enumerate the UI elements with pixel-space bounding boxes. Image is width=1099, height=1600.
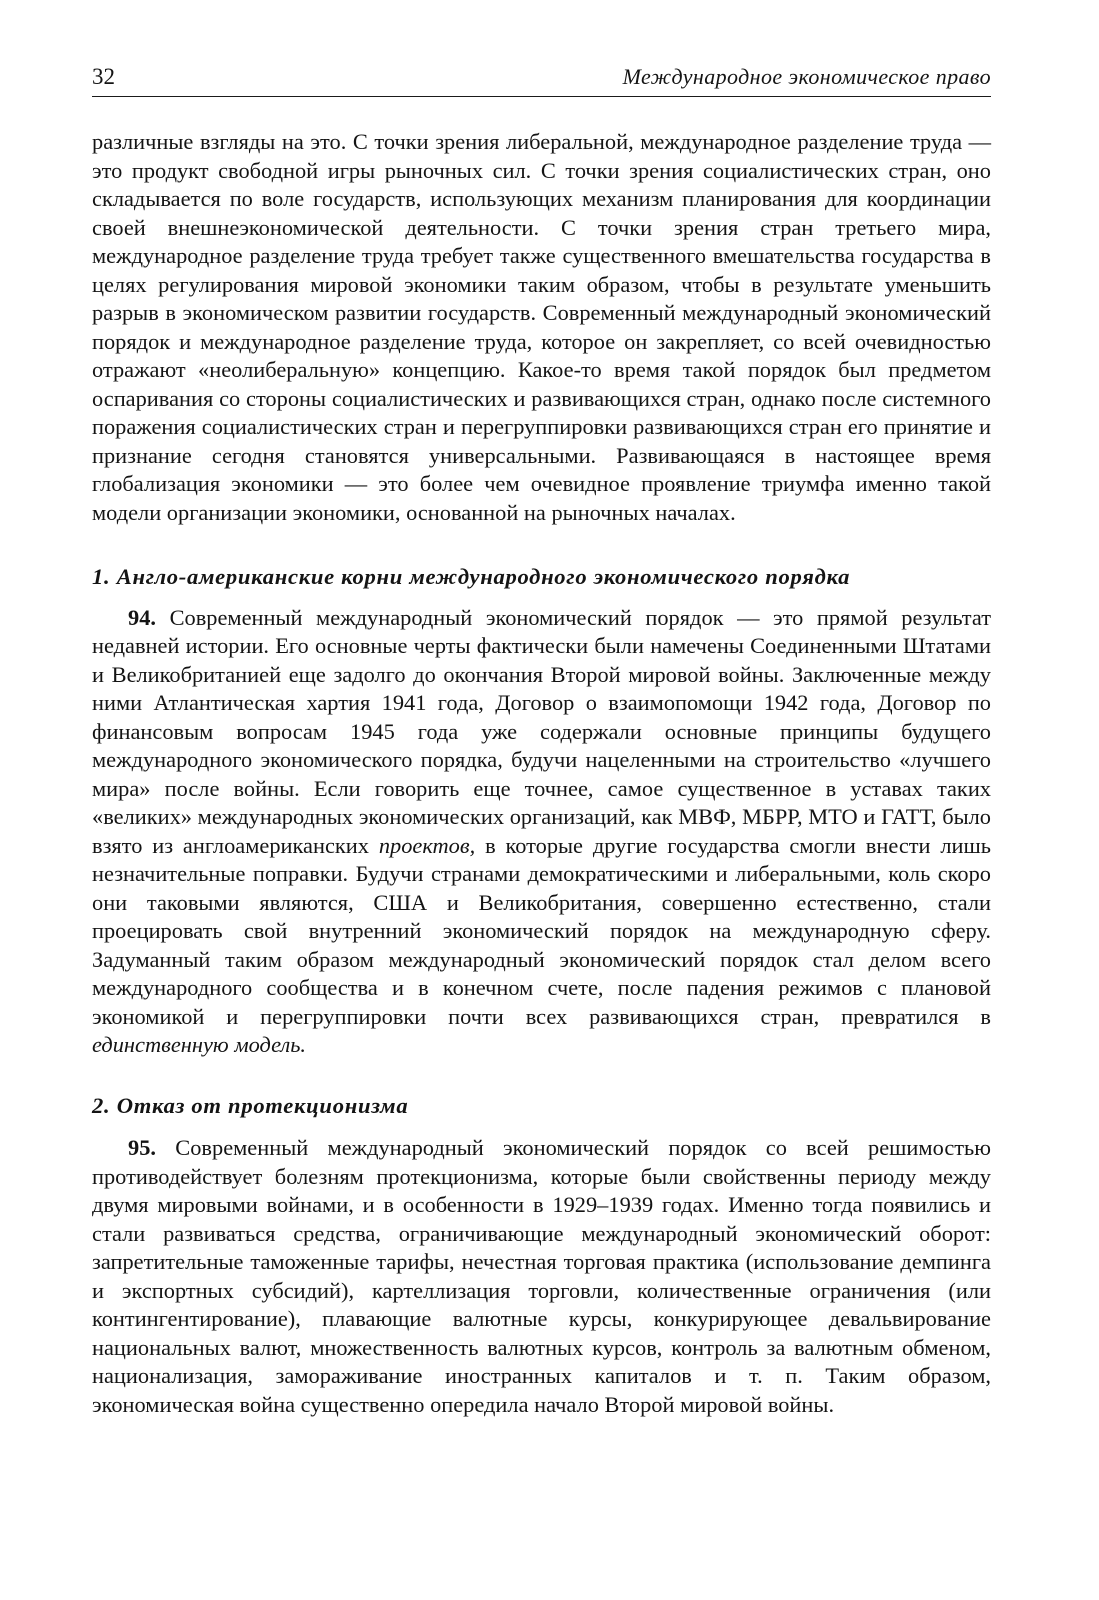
section-heading-1: 1. Англо-американские корни международного экономического порядка <box>92 564 851 589</box>
paragraph-94-emphasis-projects: проектов, <box>378 832 476 858</box>
page-content <box>92 128 991 1419</box>
paragraph-94-emphasis-model: единственную модель. <box>92 1032 307 1057</box>
page-header <box>92 62 991 97</box>
page-number: 32 <box>92 64 115 89</box>
paragraph-95 <box>92 1134 991 1419</box>
intro-paragraph: различные взгляды на это. С точки зрения либеральной, международное разделение труда — это продукт свободной игры рыночных сил. С точки зрения социалистических стран, оно складывается по воле государств, использующих механизм планирования для координации своей внешнеэкономической деятельности. С точки зрения стран третьего мира, международное разделение труда требует также существенного вмешательства государства в целях регулирования мировой экономики таким образом, чтобы в результате уменьшить разрыв в экономическом развитии государств. Современный международный экономический порядок и международное разделение труда, которое он закрепляет, со всей очевидностью отражают «неолиберальную» концепцию. Какое-то время такой порядок был предметом оспаривания со стороны социалистических и развивающихся стран, однако после системного поражения социалистических стран и перегруппировки развивающихся стран его принятие и признание сегодня становятся универсальными. Развивающаяся в настоящее время глобализация экономики — это более чем очевидное проявление триумфа именно такой модели организации экономики, основанной на рыночных началах. <box>92 129 991 525</box>
section-heading-2: 2. Отказ от протекционизма <box>92 1092 409 1118</box>
paragraph-number-94: 94. <box>128 604 156 630</box>
paragraph-94 <box>92 604 991 1060</box>
paragraph-95-text: Современный международный экономический порядок со всей решимостью противодействует болезням протекционизма, которые были свойственны периоду между двумя мировыми войнами, и в особенности в 1929–1939 годах. Именно тогда появились и стали развиваться средства, ограничивающие международный экономический оборот: запретительные таможенные тарифы, нечестная торговая практика (использование демпинга и экспортных субсидий), картеллизация торговли, количественные ограничения (или контингентирование), плавающие валютные курсы, конкурирующее девальвирование национальных валют, множественность валютных курсов, контроль за валютным обменом, национализация, замораживание иностранных капиталов и т. п. Таким образом, экономическая война существенно опередила начало Второй мировой войны. <box>92 1135 991 1417</box>
paragraph-94-text-part1: Современный международный экономический порядок — это прямой результат недавней истории. Его основные черты фактически были намечены Соединенными Штатами и Великобританией еще задолго до окончания Второй мировой войны. Заключенные между ними Атлантическая хартия 1941 года, Договор о взаимопомощи 1942 года, Договор по финансовым вопросам 1945 года уже содержали основные принципы будущего международного экономического порядка, будучи нацеленными на строительство «лучшего мира» после войны. Если говорить еще точнее, самое существенное в уставах таких «великих» международных экономических организаций, как МВФ, МБРР, МТО и ГАТТ, было взято из англоамериканских <box>92 604 991 858</box>
running-title: Международное экономическое право <box>622 64 991 89</box>
paragraph-94-text-part2: в которые другие государства смогли внести лишь незначительные поправки. Будучи странами демократическими и либеральными, коль скоро они таковыми являются, США и Великобритания, совершенно естественно, стали проецировать свой внутренний экономический порядок на международную сферу. Задуманный таким образом международный экономический порядок стал делом всего международного сообщества и в конечном счете, после падения режимов с плановой экономикой и перегруппировки почти всех развивающихся стран, превратился в <box>92 832 991 1029</box>
paragraph-number-95: 95. <box>128 1135 156 1160</box>
